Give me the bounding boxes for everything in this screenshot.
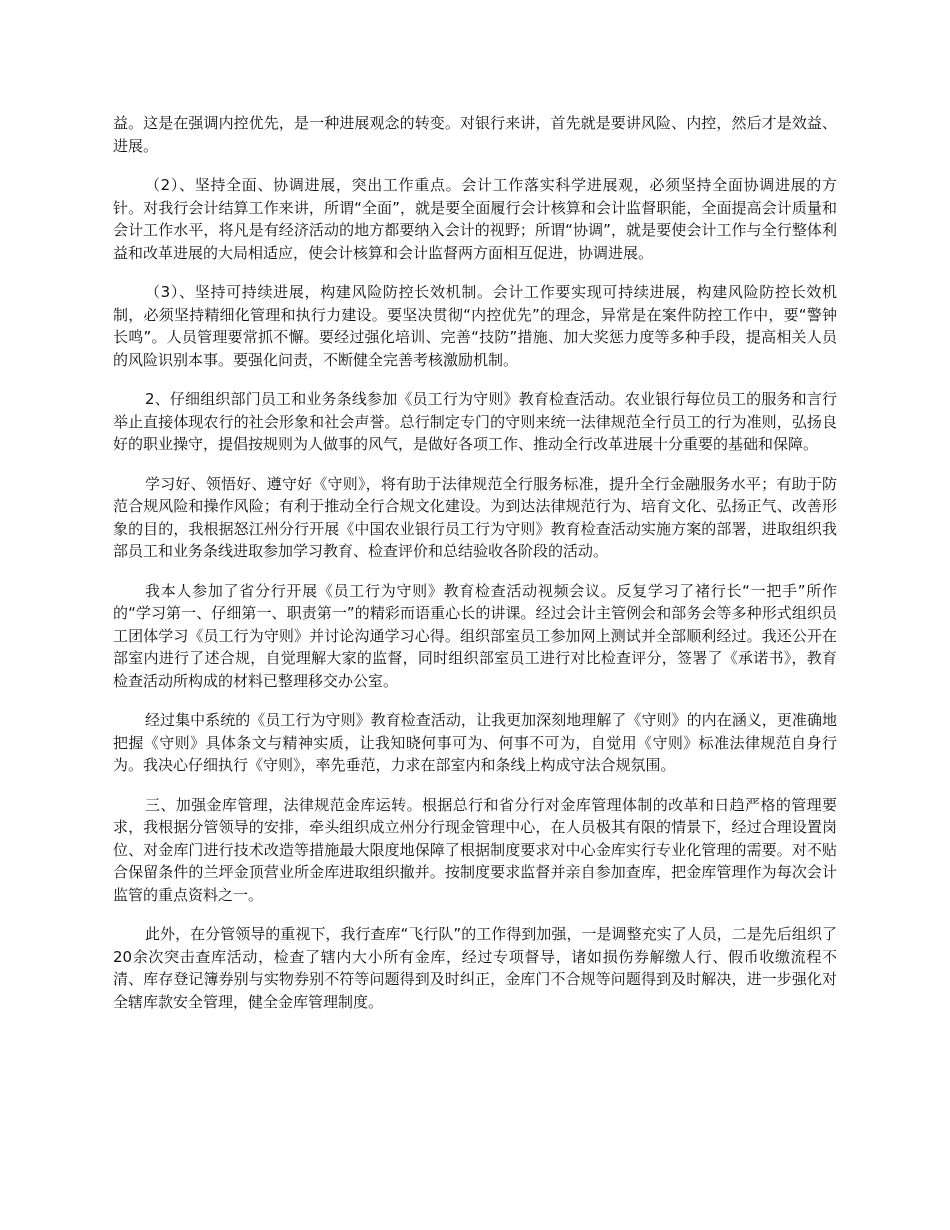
paragraph-vault-management: 三、加强金库管理，法律规范金库运转。根据总行和省分行对金库管理体制的改革和日趋严格的管理要求，我根据分管领导的安排，牵头组织成立州分行现金管理中心，在人员极其有限的情景下，经过合理设置岗位、对金库门进行技术改造等措施最大限度地保障了根据制度要求对中心金库实行专业化管理的需要。对不贴合保留条件的兰坪金顶营业所金库进取组织撤并。按制度要求监督并亲自参加查库，把金库管理作为每次会计监管的重点资料之一。 bbox=[113, 795, 837, 904]
paragraph-continuation: 益。这是在强调内控优先，是一种进展观念的转变。对银行来讲，首先就是要讲风险、内控，然后才是效益、进展。 bbox=[113, 114, 837, 155]
paragraph-inspection-team: 此外，在分管领导的重视下，我行查库“飞行队”的工作得到加强，一是调整充实了人员，二是先后组织了20余次突击查库活动，检查了辖内大小所有金库，经过专项督导，诸如损伤券解缴人行、假币收缴流程不清、库存登记簿券别与实物券别不符等问题得到及时纠正，金库门不合规等问题得到及时解决，进一步强化对全辖库款安全管理，健全金库管理制度。 bbox=[113, 925, 837, 1011]
paragraph-study-code: 学习好、领悟好、遵守好《守则》，将有助于法律规范全行服务标准，提升全行金融服务水平；有助于防范合规风险和操作风险；有利于推动全行合规文化建设。为到达法律规范行为、培育文化、弘扬正气、改善形象的目的，我根据怒江州分行开展《中国农业银行员工行为守则》教育检查活动实施方案的部署，进取组织我部员工和业务条线进取参加学习教育、检查评价和总结验收各阶段的活动。 bbox=[113, 474, 837, 560]
paragraph-code-of-conduct-activity: 2、仔细组织部门员工和业务条线参加《员工行为守则》教育检查活动。农业银行每位员工的服务和言行举止直接体现农行的社会形象和社会声誉。总行制定专门的守则来统一法律规范全行员工的行为准则，弘扬良好的职业操守，提倡按规则为人做事的风气，是做好各项工作、推动全行改革进展十分重要的基础和保障。 bbox=[113, 390, 837, 453]
paragraph-personal-participation: 我本人参加了省分行开展《员工行为守则》教育检查活动视频会议。反复学习了褚行长“一把手”所作的“学习第一、仔细第一、职责第一”的精彩而语重心长的讲课。经过会计主管例会和部务会等多种形式组织员工团体学习《员工行为守则》并讨论沟通学习心得。组织部室员工参加网上测试并全部顺利经过。我还公开在部室内进行了述合规，自觉理解大家的监督，同时组织部室员工进行对比检查评分，签署了《承诺书》，教育检查活动所构成的材料已整理移交办公室。 bbox=[113, 581, 837, 690]
paragraph-coordinated-development: （2）、坚持全面、协调进展，突出工作重点。会计工作落实科学进展观，必须坚持全面协调进展的方针。对我行会计结算工作来讲，所谓“全面”，就是要全面履行会计核算和会计监督职能，全面提高会计质量和会计工作水平，将凡是有经济活动的地方都要纳入会计的视野；所谓“协调”，就是要使会计工作与全行整体利益和改革进展的大局相适应，使会计核算和会计监督两方面相互促进，协调进展。 bbox=[113, 176, 837, 262]
document-body bbox=[113, 112, 837, 1030]
paragraph-understanding: 经过集中系统的《员工行为守则》教育检查活动，让我更加深刻地理解了《守则》的内在涵义，更准确地把握《守则》具体条文与精神实质，让我知晓何事可为、何事不可为，自觉用《守则》标准法律规范自身行为。我决心仔细执行《守则》，率先垂范，力求在部室内和条线上构成守法合规氛围。 bbox=[113, 711, 837, 774]
paragraph-sustainable-development: （3）、坚持可持续进展，构建风险防控长效机制。会计工作要实现可持续进展，构建风险防控长效机制，必须坚持精细化管理和执行力建设。要坚决贯彻“内控优先”的理念，异常是在案件防控工作中，要“警钟长鸣”。人员管理要常抓不懈。要经过强化培训、完善“技防”措施、加大奖惩力度等多种手段，提高相关人员的风险识别本事。要强化问责，不断健全完善考核激励机制。 bbox=[113, 283, 837, 369]
